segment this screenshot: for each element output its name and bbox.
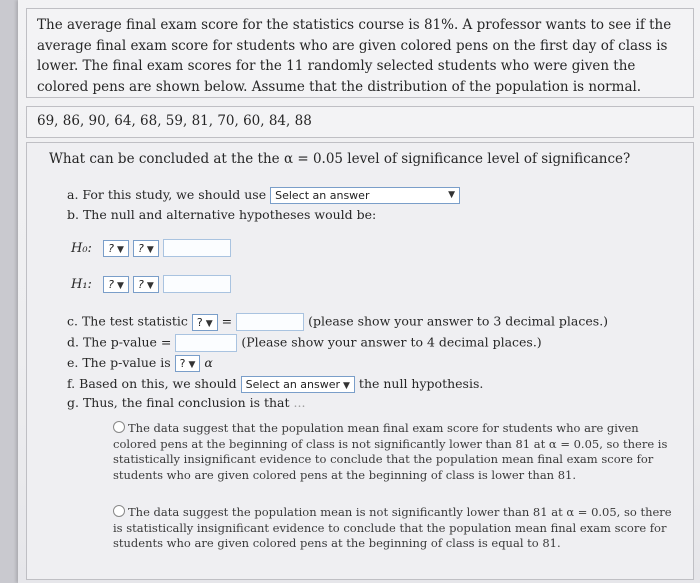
alpha-symbol: α [204, 355, 213, 370]
radio-icon[interactable] [113, 421, 125, 433]
part-a-label: a. For this study, we should use [67, 187, 267, 202]
h1-value-input[interactable] [163, 275, 231, 293]
p-value-comparison-select[interactable] [175, 355, 201, 372]
conclusion-option-1-text: The data suggest that the population mean final exam score for students who are given colored pens at the beginning of class is not significantly lower than 81 at α = 0.05, so there is statistically insignificant evidence to conclude that the population mean final exam score for students who are given colored pens at the beginning of class is lower than 81. [113, 421, 668, 482]
chevron-down-icon: ▼ [343, 381, 350, 391]
test-statistic-input[interactable] [236, 313, 304, 331]
h0-row [71, 239, 231, 257]
chevron-down-icon: ▼ [146, 280, 154, 291]
chevron-down-icon: ▼ [146, 244, 154, 255]
part-d-hint: (Please show your answer to 4 decimal places.) [241, 334, 542, 350]
conclusion-option-1[interactable] [113, 421, 683, 483]
decision-select[interactable] [241, 376, 355, 393]
h1-parameter-select[interactable] [103, 276, 129, 293]
conclusion-option-2[interactable] [113, 505, 683, 552]
chevron-down-icon: ▼ [205, 318, 213, 329]
decision-select-value: Select an answer [245, 378, 341, 391]
data-values: 69, 86, 90, 64, 68, 59, 81, 70, 60, 84, 88 [37, 113, 312, 129]
test-type-select[interactable] [270, 187, 460, 204]
part-g-label: g. Thus, the final conclusion is that [67, 395, 290, 410]
test-statistic-select[interactable] [192, 314, 218, 331]
chevron-down-icon: ▼ [448, 190, 456, 200]
h0-operator-select[interactable] [133, 240, 159, 257]
problem-text: The average final exam score for the statistics course is 81%. A professor wants to see if the average final exam score for students who are given colored pens on the first day of class is lower. The final exam scores for the 11 randomly selected students who were given the colored pens are shown below. Assume that the distribution of the population is normal. [37, 17, 672, 95]
part-d-label: d. The p-value = [67, 334, 172, 350]
h0-parameter-select[interactable] [103, 240, 129, 257]
h0-parameter-value: ? [108, 241, 114, 255]
h1-parameter-value: ? [108, 277, 114, 291]
problem-box [26, 8, 694, 98]
h1-row [71, 275, 231, 293]
part-b-label: b. The null and alternative hypotheses would be: [67, 207, 377, 222]
chevron-down-icon: ▼ [116, 280, 124, 291]
part-c-label: c. The test statistic [67, 313, 188, 329]
chevron-down-icon: ▼ [116, 244, 124, 255]
part-e [67, 355, 213, 372]
test-statistic-select-value: ? [196, 315, 203, 329]
p-value-comparison-value: ? [179, 357, 186, 370]
p-value-input[interactable] [175, 334, 237, 352]
h1-operator-value: ? [138, 277, 144, 291]
part-f [67, 376, 483, 393]
data-box [26, 106, 694, 138]
part-g [67, 395, 305, 410]
radio-icon[interactable] [113, 505, 125, 517]
part-d [67, 334, 542, 352]
part-f-suffix: the null hypothesis. [358, 376, 484, 391]
page [18, 0, 700, 583]
chevron-down-icon: ▼ [188, 360, 196, 370]
h0-label: H₀: [71, 240, 92, 256]
h0-value-input[interactable] [163, 239, 231, 257]
part-e-label: e. The p-value is [67, 355, 171, 370]
question-box [26, 142, 694, 580]
h1-label: H₁: [71, 276, 92, 292]
test-type-select-value: Select an answer [275, 189, 370, 202]
part-c [67, 313, 608, 331]
h0-operator-value: ? [138, 241, 144, 255]
part-a [67, 187, 460, 204]
part-g-ellipsis: ... [293, 395, 306, 410]
conclusion-option-2-text: The data suggest the population mean is not significantly lower than 81 at α = 0.05, so there is statistically insignificant evidence to conclude that the population mean final exam score for students who are given colored pens at the beginning of class is equal to 81. [113, 505, 672, 550]
part-f-label: f. Based on this, we should [67, 376, 237, 391]
part-c-hint: (please show your answer to 3 decimal places.) [308, 313, 609, 329]
question-text: What can be concluded at the the α = 0.05 level of significance level of significance? [49, 151, 631, 167]
h1-operator-select[interactable] [133, 276, 159, 293]
equals-sign: = [221, 313, 233, 329]
